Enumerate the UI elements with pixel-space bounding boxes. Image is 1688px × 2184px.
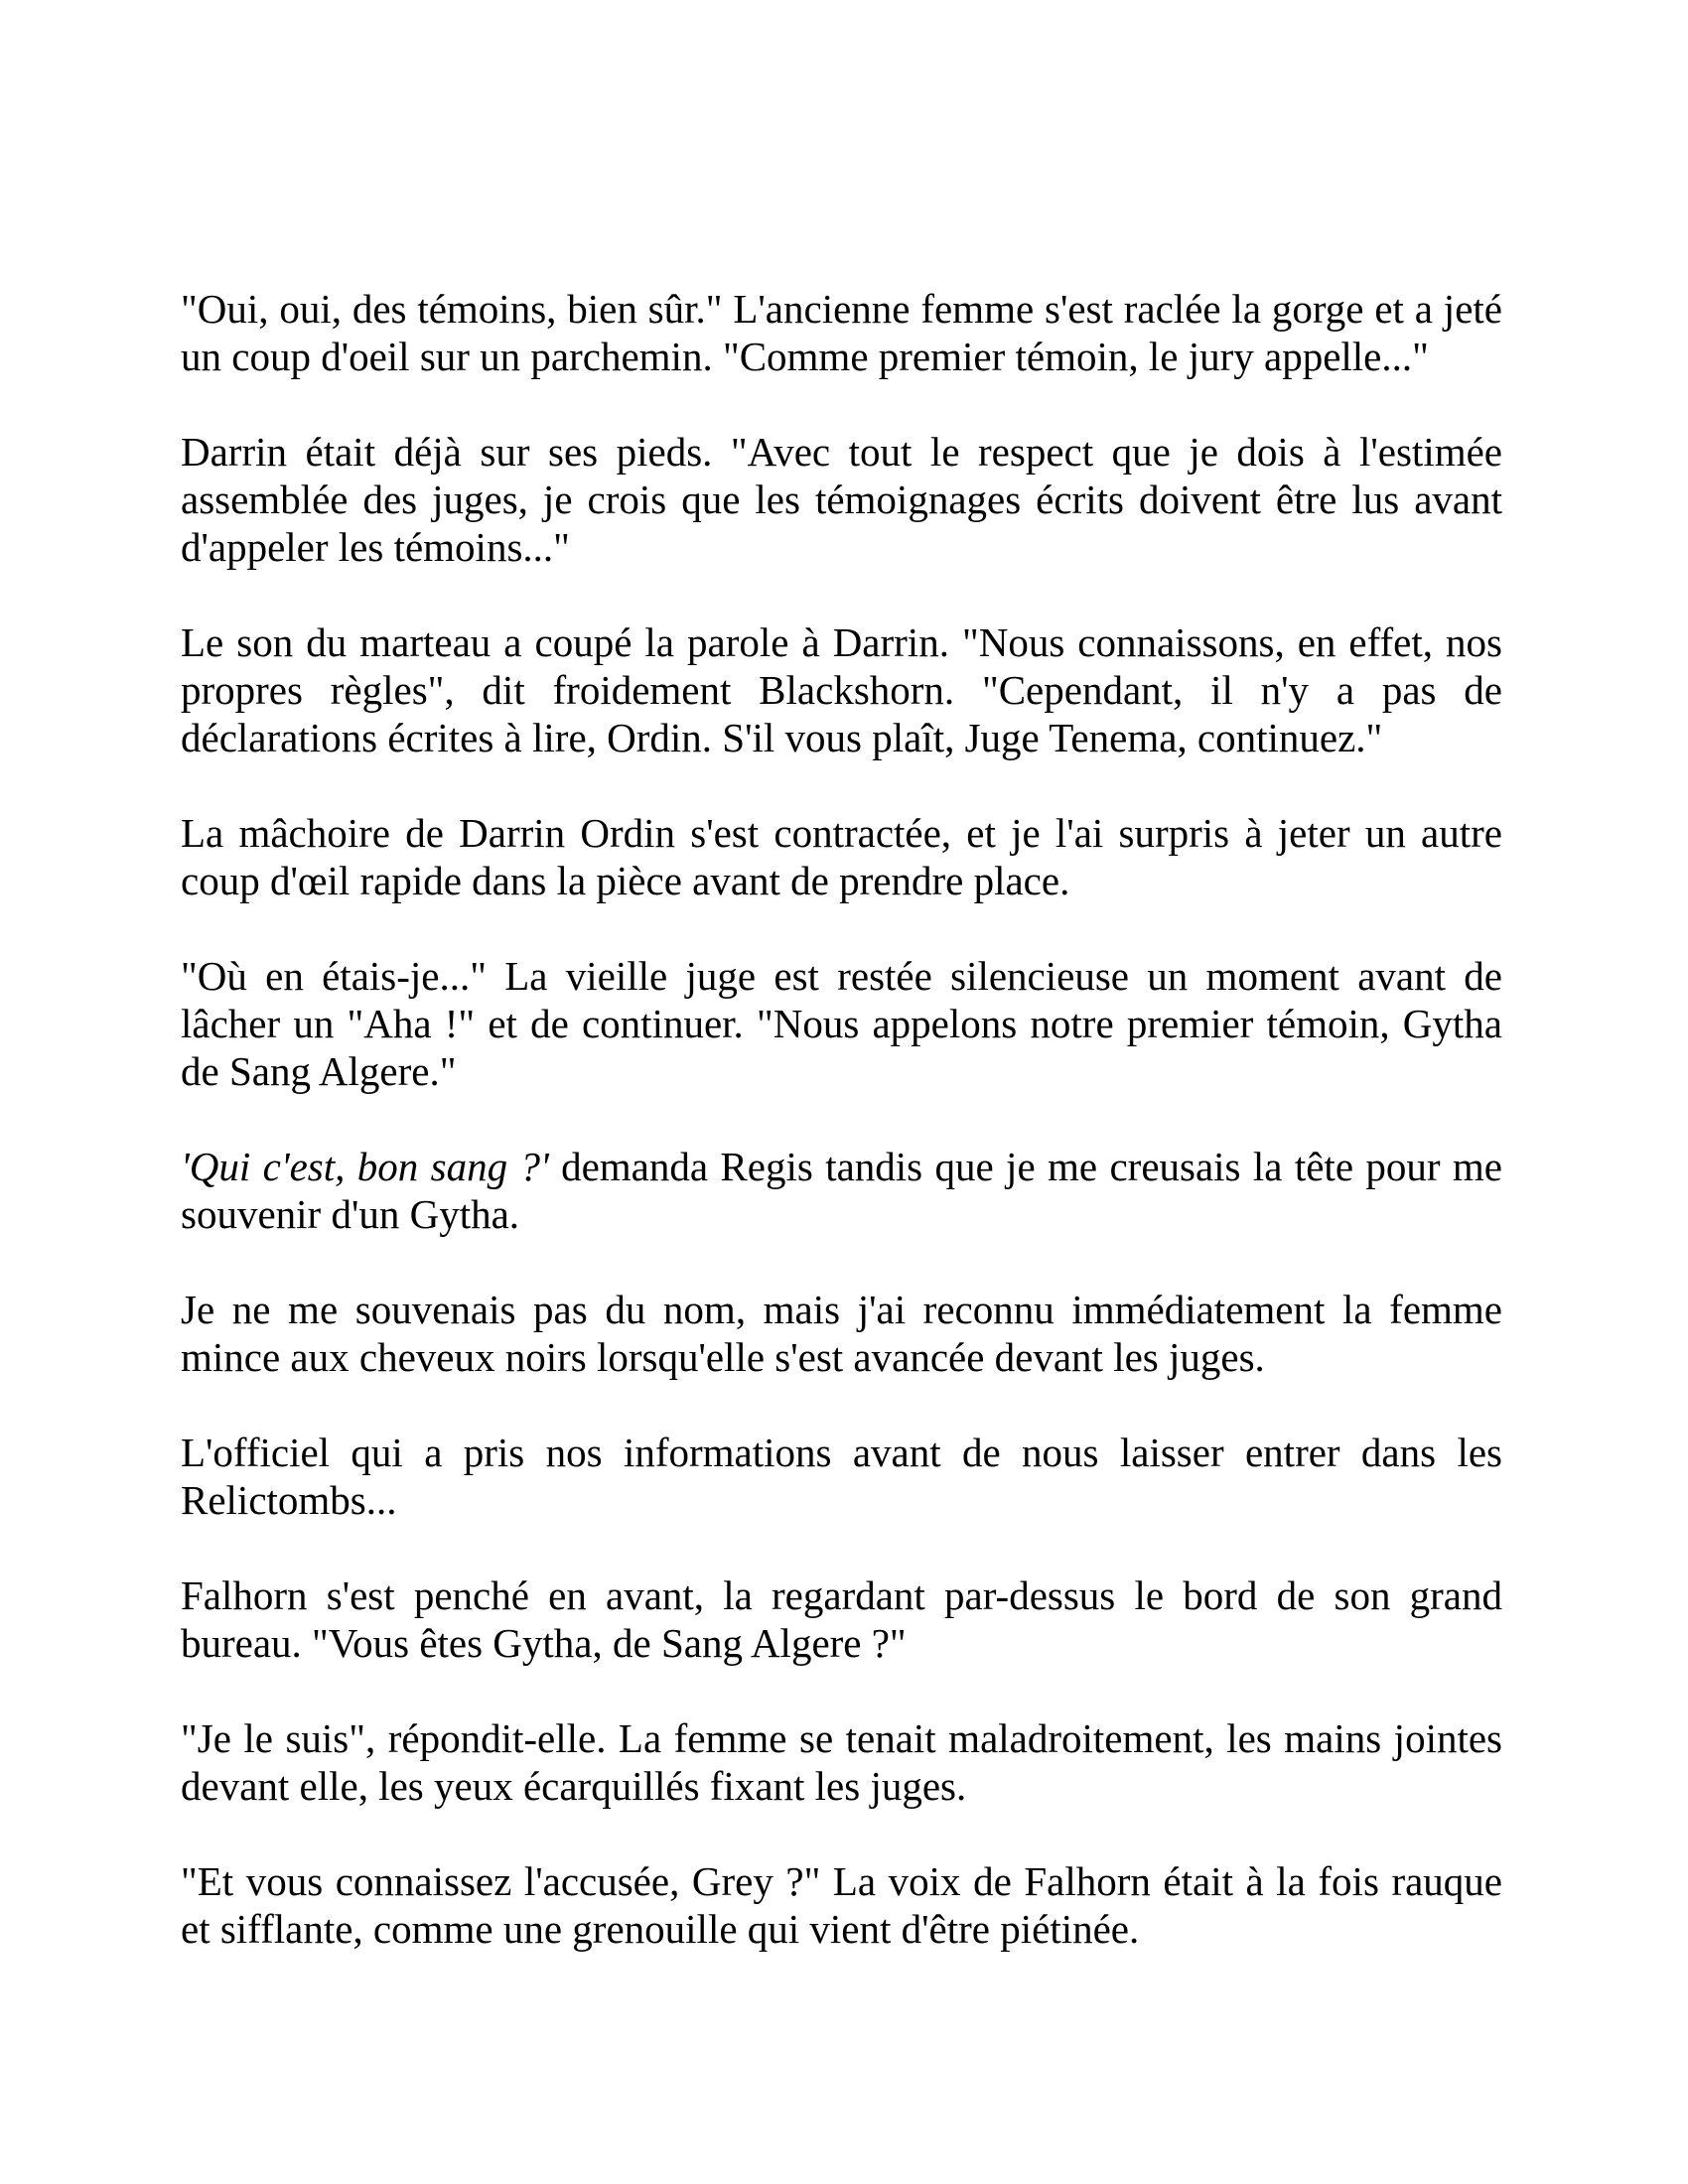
text-run: "Où en étais-je..." La vieille juge est restée silencieuse un moment avant de lâcher un "Aha !" et de continuer. "Nous appelons notre premier témoin, Gytha de Sang Algere." [181,953,1502,1094]
text-run: La mâchoire de Darrin Ordin s'est contractée, et je l'ai surpris à jeter un autre coup d'œil rapide dans la pièce avant de prendre place. [181,810,1502,903]
paragraph [181,618,1502,761]
text-run: Le son du marteau a coupé la parole à Darrin. "Nous connaissons, en effet, nos propres règles", dit froidement Blackshorn. "Cependant, il n'y a pas de déclarations écrites à lire, Ordin. S'il vous plaît, Juge Tenema, continuez." [181,619,1502,760]
text-body [181,285,1502,1953]
text-run: Darrin était déjà sur ses pieds. "Avec tout le respect que je dois à l'estimée assemblée des juges, je crois que les témoignages écrits doivent être lus avant d'appeler les témoins..." [181,429,1502,570]
paragraph [181,1143,1502,1238]
paragraph [181,1857,1502,1953]
text-run: "Et vous connaissez l'accusée, Grey ?" La voix de Falhorn était à la fois rauque et sifflante, comme une grenouille qui vient d'être piétinée. [181,1858,1502,1952]
text-run: Falhorn s'est penché en avant, la regardant par-dessus le bord de son grand bureau. "Vous êtes Gytha, de Sang Algere ?" [181,1572,1502,1666]
paragraph [181,1714,1502,1810]
paragraph [181,1571,1502,1667]
paragraph [181,428,1502,571]
text-run: demanda Regis tandis que je me creusais la tête pour me souvenir d'un Gytha. [181,1144,1502,1237]
text-run: L'officiel qui a pris nos informations avant de nous laisser entrer dans les Relictombs... [181,1430,1502,1523]
paragraph [181,1429,1502,1524]
italic-text-run: 'Qui c'est, bon sang ?' [181,1144,549,1189]
text-run: "Je le suis", répondit-elle. La femme se tenait maladroitement, les mains jointes devant elle, les yeux écarquillés fixant les juges. [181,1715,1502,1809]
text-run: "Oui, oui, des témoins, bien sûr." L'ancienne femme s'est raclée la gorge et a jeté un coup d'oeil sur un parchemin. "Comme premier témoin, le jury appelle..." [181,286,1502,379]
text-run: Je ne me souvenais pas du nom, mais j'ai reconnu immédiatement la femme mince aux cheveux noirs lorsqu'elle s'est avancée devant les juges. [181,1287,1502,1380]
paragraph [181,952,1502,1095]
paragraph [181,285,1502,380]
paragraph [181,809,1502,904]
paragraph [181,1286,1502,1381]
